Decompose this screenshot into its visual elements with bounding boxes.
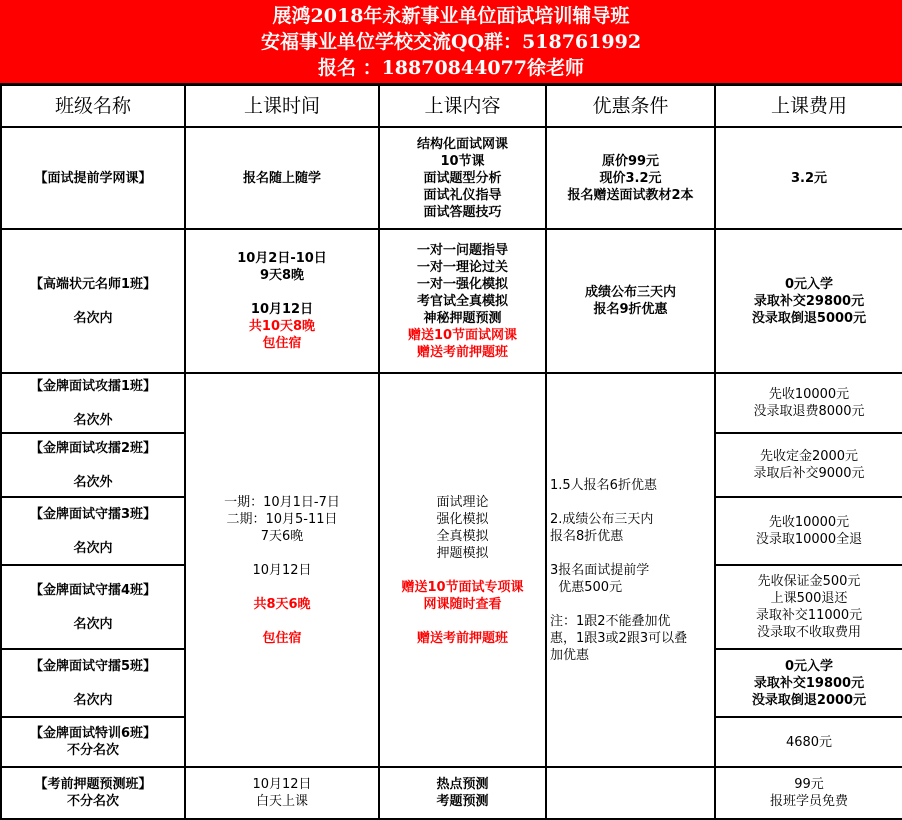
fee: 0元入学 录取补交19800元 没录取倒退2000元 — [715, 649, 902, 717]
class-content: 结构化面试网课 10节课 面试题型分析 面试礼仪指导 面试答题技巧 — [379, 127, 546, 229]
class-name: 【金牌面试守擂4班】 名次内 — [1, 565, 185, 649]
banner-qq-group: 安福事业单位学校交流QQ群：518761992 — [260, 31, 642, 53]
class-name: 【面试提前学网课】 — [1, 127, 185, 229]
class-content: 一对一问题指导 一对一理论过关 一对一强化模拟 考官试全真模拟 神秘押题预测 赠送10节面试网课 赠送考前押题班 — [379, 229, 546, 373]
class-time: 10月12日 白天上课 — [185, 767, 379, 819]
class-name: 【金牌面试攻擂1班】 名次外 — [1, 373, 185, 433]
header-class-name: 班级名称 — [1, 85, 185, 127]
class-name: 【金牌面试守擂3班】 名次内 — [1, 497, 185, 565]
table-row-online-course — [1, 127, 902, 229]
class-name: 【金牌面试守擂5班】 名次内 — [1, 649, 185, 717]
table-row-elite-class — [1, 229, 902, 373]
gold-discount: 1.5人报名6折优惠 2.成绩公布三天内 报名8折优惠 3报名面试提前学 优惠500元 注：1跟2不能叠加优 惠，1跟3或2跟3可以叠 加优惠 — [546, 373, 715, 767]
discount — [546, 767, 715, 819]
class-time: 报名随上随学 — [185, 127, 379, 229]
course-table — [0, 84, 902, 820]
header-discount: 优惠条件 — [546, 85, 715, 127]
fee: 4680元 — [715, 717, 902, 767]
header-fee: 上课费用 — [715, 85, 902, 127]
fee: 先收10000元 没录取10000全退 — [715, 497, 902, 565]
discount: 成绩公布三天内 报名9折优惠 — [546, 229, 715, 373]
class-name: 【高端状元名师1班】 名次内 — [1, 229, 185, 373]
fee: 先收定金2000元 录取后补交9000元 — [715, 433, 902, 497]
discount: 原价99元 现价3.2元 报名赠送面试教材2本 — [546, 127, 715, 229]
class-name: 【金牌面试攻擂2班】 名次外 — [1, 433, 185, 497]
fee: 先收保证金500元 上课500退还 录取补交11000元 没录取不收取费用 — [715, 565, 902, 649]
gold-class-time: 一期：10月1日-7日 二期：10月5-11日 7天6晚 10月12日 共8天6晚 包住宿 — [185, 373, 379, 767]
class-name: 【考前押题预测班】 不分名次 — [1, 767, 185, 819]
title-banner — [0, 0, 902, 84]
gold-class-content: 面试理论 强化模拟 全真模拟 押题模拟 赠送10节面试专项课 网课随时查看 赠送考前押题班 — [379, 373, 546, 767]
table-row-pre-exam — [1, 767, 902, 819]
header-class-content: 上课内容 — [379, 85, 546, 127]
header-row — [1, 85, 902, 127]
banner-contact: 报名 ：18870844077徐老师 — [317, 57, 585, 79]
fee: 0元入学 录取补交29800元 没录取倒退5000元 — [715, 229, 902, 373]
class-name: 【金牌面试特训6班】 不分名次 — [1, 717, 185, 767]
header-class-time: 上课时间 — [185, 85, 379, 127]
table-row-gold-1 — [1, 373, 902, 433]
class-content: 热点预测 考题预测 — [379, 767, 546, 819]
fee: 99元 报班学员免费 — [715, 767, 902, 819]
fee: 先收10000元 没录取退费8000元 — [715, 373, 902, 433]
fee: 3.2元 — [715, 127, 902, 229]
banner-title: 展鸿2018年永新事业单位面试培训辅导班 — [272, 5, 630, 27]
class-time: 10月2日-10日 9天8晚 10月12日 共10天8晚 包住宿 — [185, 229, 379, 373]
